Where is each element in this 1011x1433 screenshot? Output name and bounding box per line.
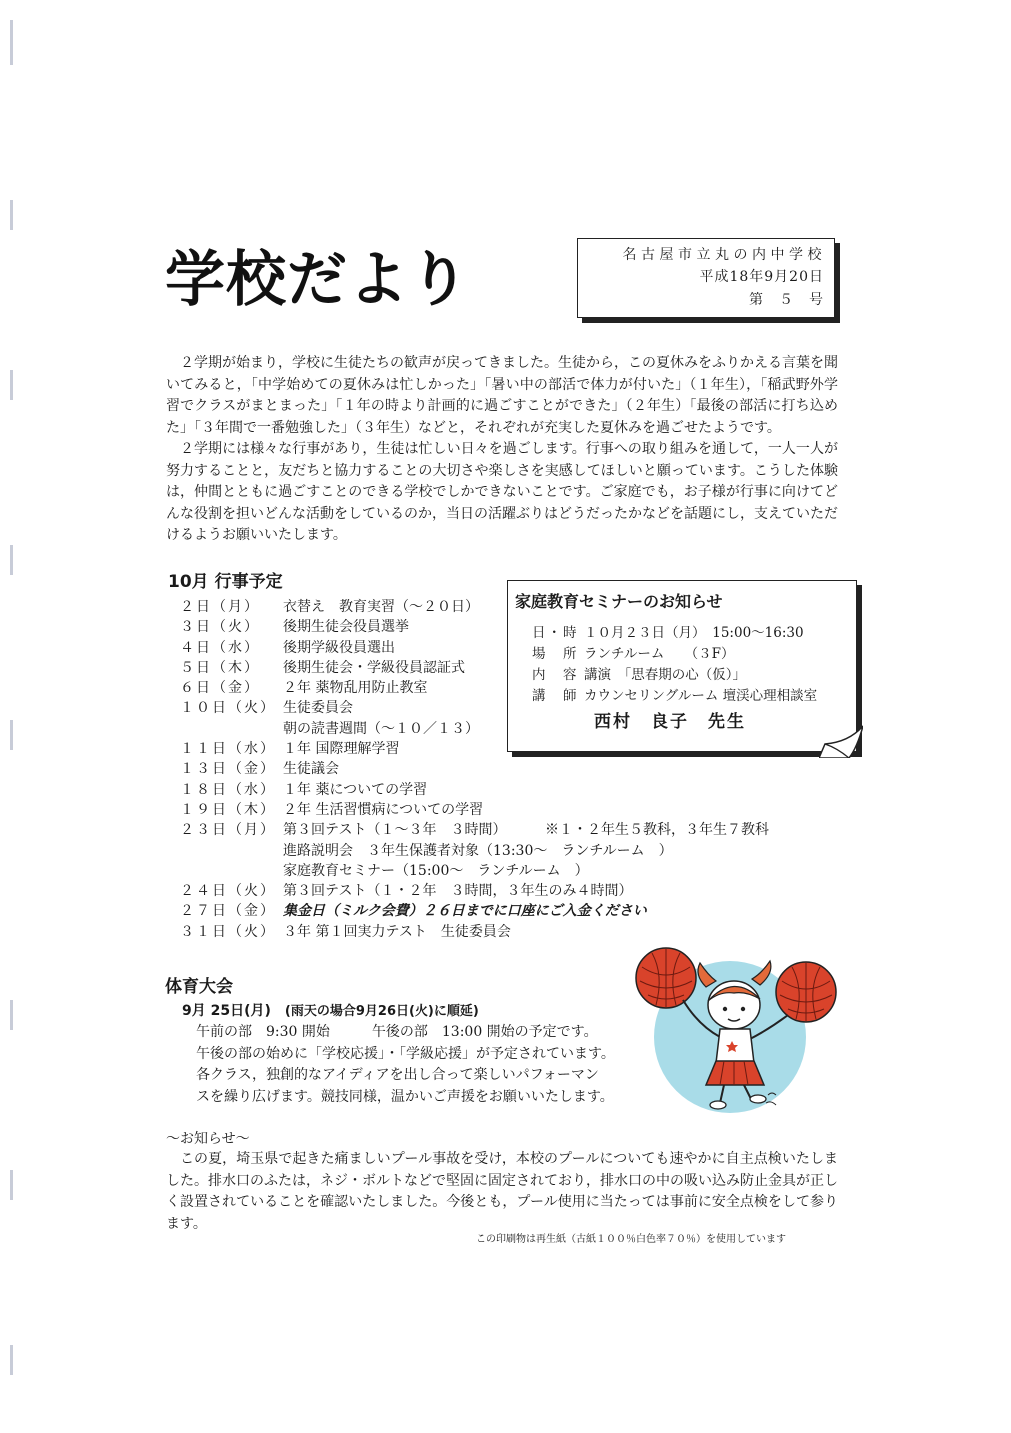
sports-line: スを繰り広げます。競技同様，温かいご声援をお願いいたします。 — [196, 1088, 614, 1105]
seminar-key: 日・時 — [532, 625, 579, 641]
scan-artifact — [10, 1170, 13, 1200]
scan-artifact — [10, 370, 13, 400]
schedule-event: 衣替え 教育実習（～２０日） — [283, 599, 479, 615]
pom-pom-left-icon — [636, 948, 696, 1008]
issue-number: 第 ５ 号 — [749, 292, 824, 308]
schedule-event: 第３回テスト（１・２年 ３時間，３年生のみ４時間） — [283, 883, 633, 900]
schedule-event: 後期生徒会役員選挙 — [283, 619, 409, 636]
cheerleader-illustration — [628, 945, 843, 1115]
schedule-date: ６日（金） — [180, 680, 260, 697]
notice-heading: ～お知らせ～ — [166, 1131, 250, 1147]
sports-day-date — [182, 1000, 479, 1020]
rain-note: (雨天の場合9月26日(火)に順延) — [284, 1004, 479, 1019]
schedule-date: ２日（月） — [180, 599, 260, 615]
seminar-row — [532, 663, 746, 683]
notice-text: この夏，埼玉県で起きた痛ましいプール事故を受け，本校のプールについても速やかに自主点検いたしました。排水口のふたは，ネジ・ボルトなどで堅固に固定されており，排水口の中の吸い込み防止金具が正しく設置されていることを確認いたしました。今後とも，プール使用に当たっては事前に安全点検をして参ります。 — [166, 1151, 838, 1232]
recycled-paper-note: この印刷物は再生紙（古紙１００％白色率７０％）を使用しています — [476, 1234, 786, 1245]
seminar-value: 講演 「思春期の心（仮）」 — [584, 667, 746, 683]
schedule-date: ２４日（火） — [180, 883, 276, 900]
seminar-notice-box — [507, 580, 857, 752]
schedule-note: ※１・２年生５教科，３年生７教科 — [545, 822, 769, 839]
pom-pom-right-icon — [776, 962, 836, 1022]
issue-info-box — [577, 238, 835, 318]
schedule-heading: 10月 行事予定 — [168, 572, 283, 592]
schedule-date: ５日（木） — [180, 659, 260, 676]
page-curl-icon — [819, 722, 863, 758]
seminar-key: 場 所 — [532, 646, 579, 662]
schedule-date: ４日（水） — [180, 639, 260, 656]
sports-line: 午前の部 9:30 開始 午後の部 13:00 開始の予定です。 — [196, 1024, 598, 1040]
schedule-event: 進路説明会 ３年生保護者対象（13:30～ ランチルーム ） — [283, 842, 673, 859]
schedule-date: １３日（金） — [180, 761, 276, 778]
seminar-lecturer-name: 西村 良子 先生 — [594, 712, 746, 732]
schedule-event: 後期学級役員選出 — [283, 639, 395, 656]
seminar-row — [532, 684, 817, 704]
schedule-date: ３１日（火） — [180, 923, 276, 940]
sports-day-heading: 体育大会 — [165, 977, 233, 997]
sports-date-text: 9月 25日(月) — [182, 1003, 271, 1019]
schedule-event: ２年 生活習慣病についての学習 — [283, 801, 484, 818]
scan-artifact — [10, 545, 13, 575]
seminar-title: 家庭教育セミナーのお知らせ — [515, 592, 723, 611]
schedule-event: ２年 薬物乱用防止教室 — [283, 680, 428, 697]
school-name: 名古屋市立丸の内中学校 — [622, 247, 826, 263]
schedule-event: 生徒委員会 — [283, 700, 353, 717]
seminar-value: ランチルーム （３F） — [584, 646, 735, 662]
schedule-date: ２７日（金） — [180, 903, 276, 920]
seminar-row — [532, 621, 804, 641]
schedule-event: 家庭教育セミナー（15:00～ ランチルーム ） — [283, 862, 589, 879]
issue-date: 平成18年9月20日 — [699, 269, 824, 285]
schedule-date: １１日（水） — [180, 741, 276, 758]
seminar-key: 講 師 — [532, 688, 579, 704]
schedule-date: １８日（水） — [180, 781, 276, 798]
scan-artifact — [10, 720, 13, 750]
seminar-value: カウンセリングルーム 壇渓心理相談室 — [584, 688, 818, 704]
schedule-date: ２３日（月） — [180, 822, 276, 839]
schedule-event: 生徒議会 — [283, 761, 339, 778]
intro-text — [166, 353, 838, 547]
schedule-date: ３日（火） — [180, 619, 260, 636]
sports-line: 午後の部の始めに「学校応援」・「学級応援」が予定されています。 — [196, 1045, 615, 1062]
schedule-event: 第３回テスト（１～３年 ３時間） — [283, 822, 507, 839]
sports-line: 各クラス，独創的なアイディアを出し合って楽しいパフォーマン — [196, 1067, 599, 1083]
schedule-event: 後期生徒会・学級役員認証式 — [283, 659, 465, 676]
schedule-event: １年 国際理解学習 — [283, 741, 400, 758]
schedule-event: ３年 第１回実力テスト 生徒委員会 — [283, 923, 511, 940]
schedule-event: 朝の読書週間（～１０／１３） — [283, 720, 479, 737]
schedule-date: １０日（火） — [180, 700, 276, 717]
scan-artifact — [10, 1345, 13, 1375]
intro-paragraph: ２学期が始まり，学校に生徒たちの歓声が戻ってきました。生徒から，この夏休みをふりかえる言葉を聞いてみると，「中学始めての夏休みは忙しかった」「暑い中の部活で体力が付いた」（１年生），「稲武野外学習でクラスがまとまった」「１年の時より計画的に過ごすことができた」（２年生）「最後の部活に打ち込めた」「３年間で一番勉強した」（３年生）などと，それぞれが充実した夏休みを過ごせたようです。 — [166, 355, 838, 436]
schedule-event: １年 薬についての学習 — [283, 781, 428, 798]
intro-paragraph: ２学期には様々な行事があり，生徒は忙しい日々を過ごします。行事への取り組みを通して，一人一人が努力することと，友だちと協力することの大切さや楽しさを実感してほしいと願っています。こうした体験は，仲間とともに過ごすことのできる学校でしかできないことです。ご家庭でも，お子様が行事に向けてどんな役割を担いどんな活動をしているのか，当日の活躍ぶりはどうだったかなどを話題にし，支えていただけるようお願いいたします。 — [166, 441, 838, 543]
schedule-date: １９日（木） — [180, 801, 276, 818]
page-title: 学校だより — [165, 245, 470, 315]
scan-artifact — [10, 20, 13, 65]
sports-day-text — [196, 1022, 636, 1108]
seminar-key: 内 容 — [532, 667, 579, 683]
seminar-value: １０月２３日（月） 15:00～16:30 — [584, 625, 804, 641]
schedule-event-emphasis: 集金日（ミルク会費）２６日までに口座にご入金ください — [283, 903, 647, 920]
scan-artifact — [10, 200, 13, 230]
seminar-row — [532, 642, 734, 662]
scan-artifact — [10, 1000, 13, 1030]
